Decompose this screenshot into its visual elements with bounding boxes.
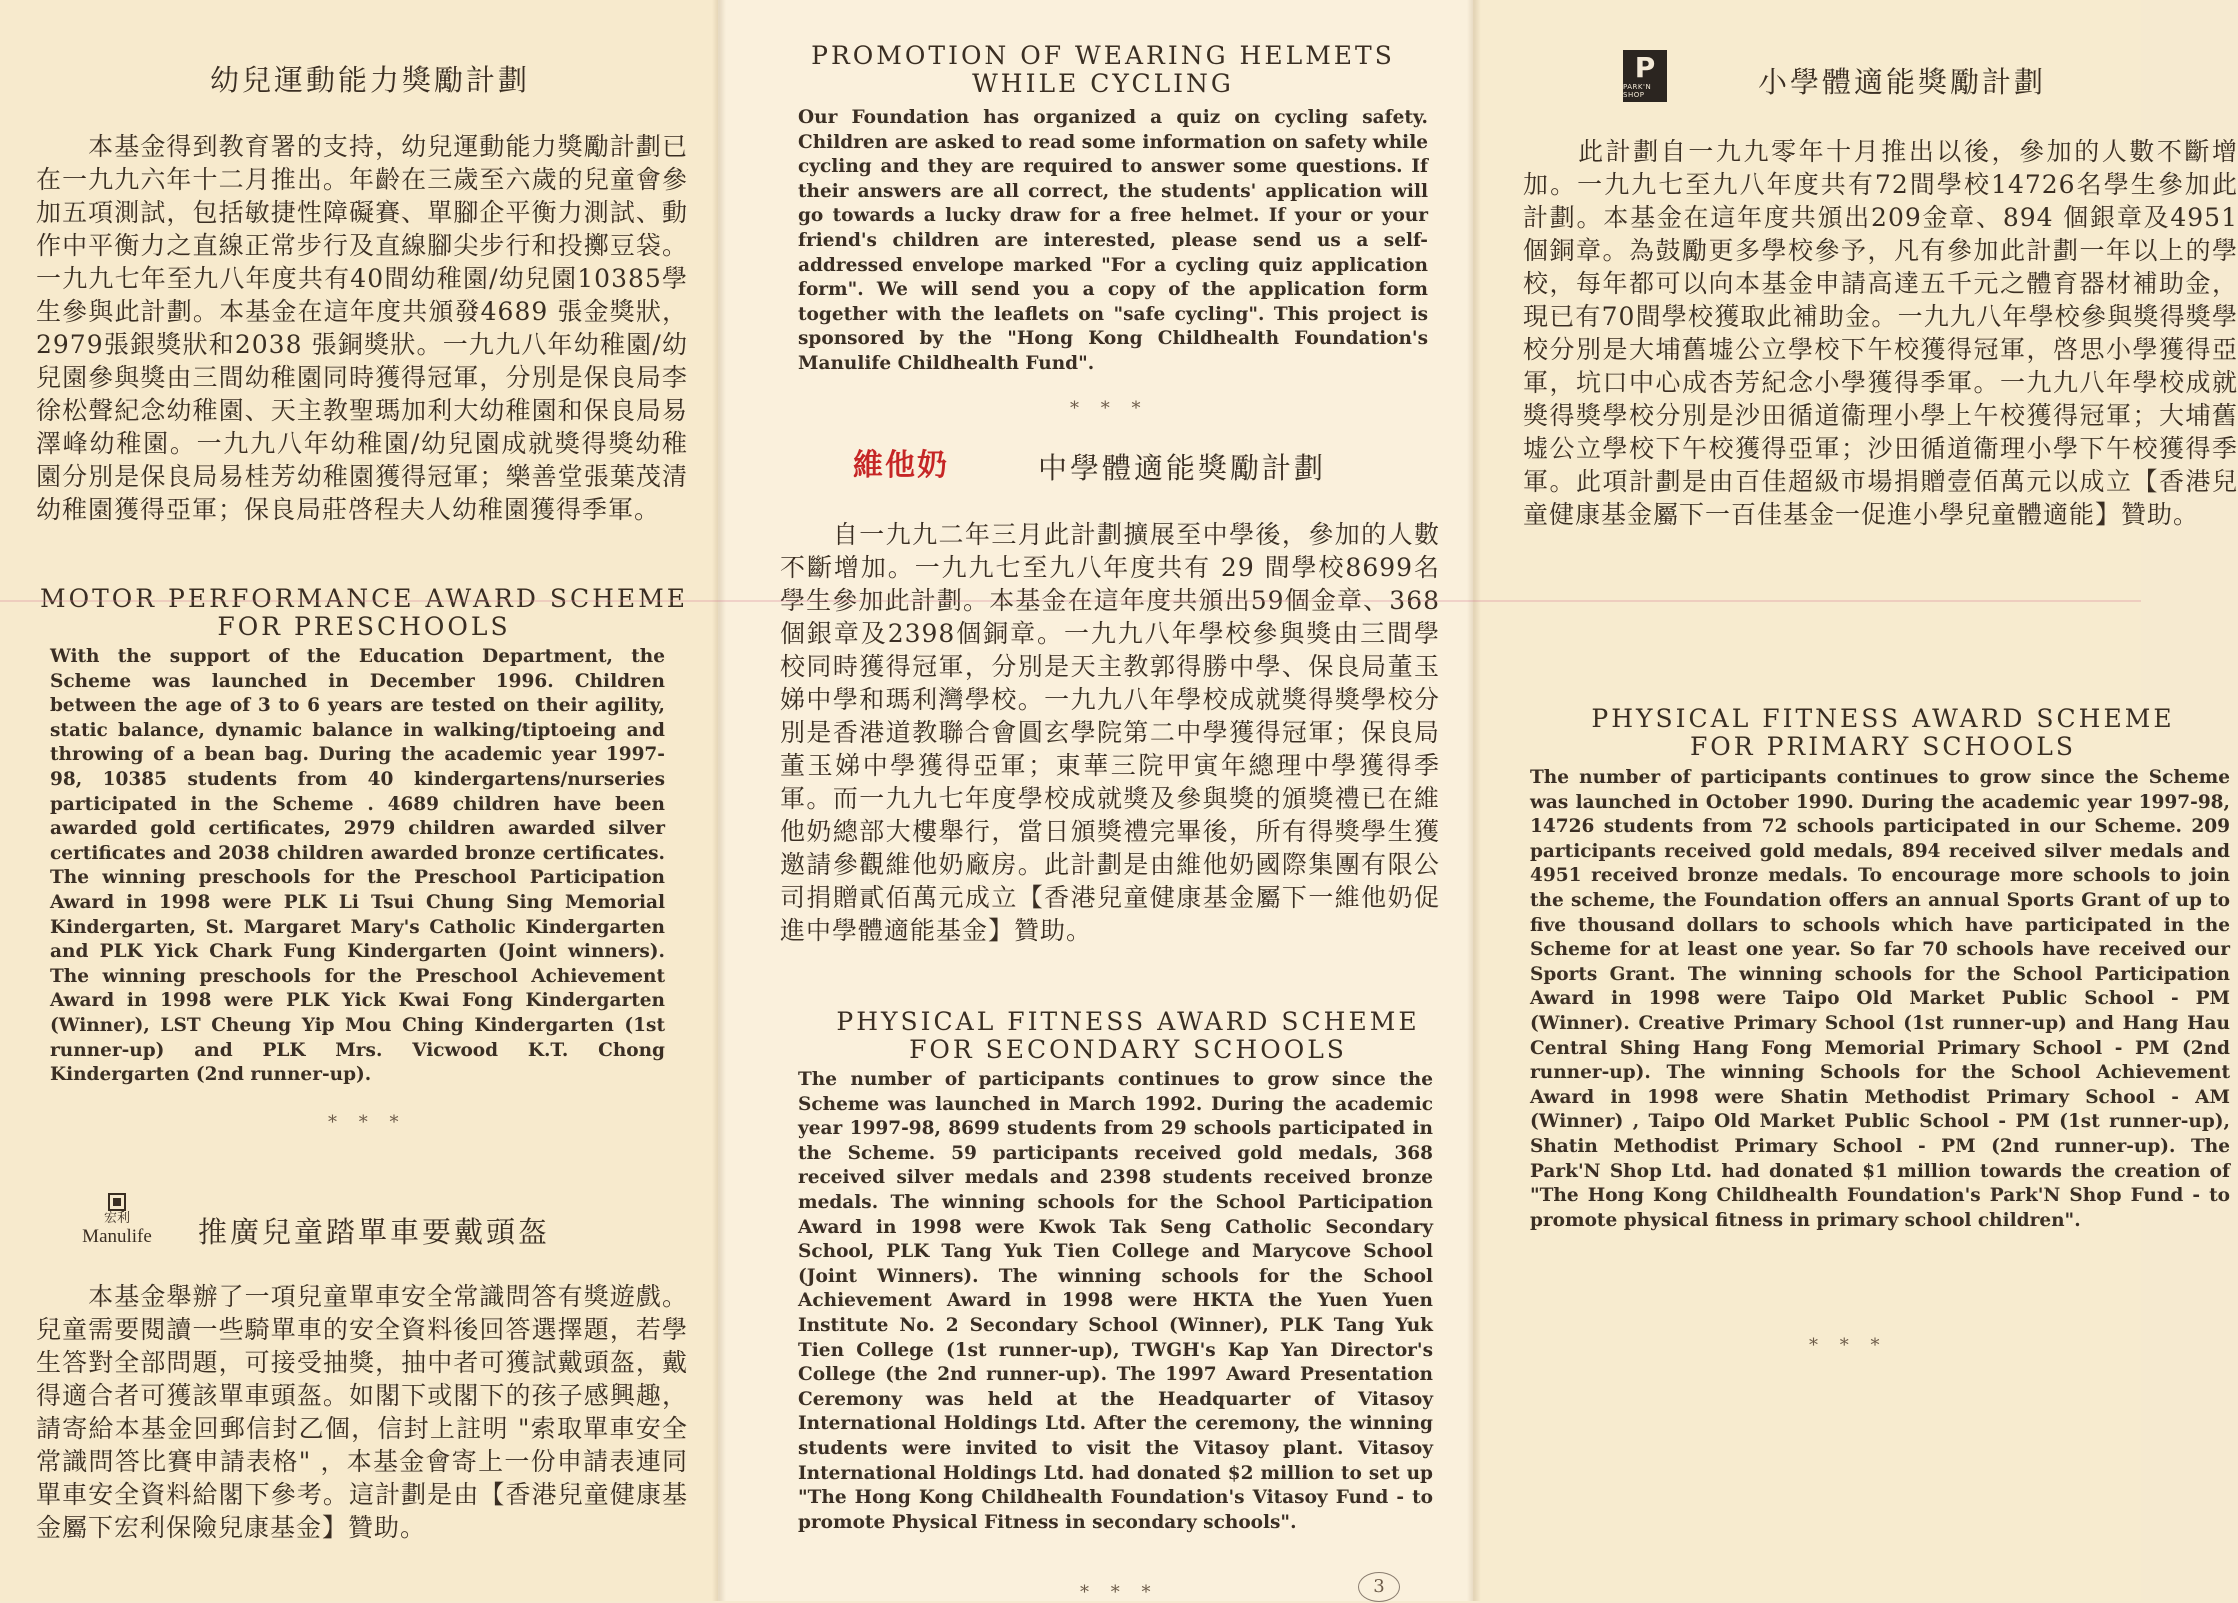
secondary-en-heading	[813, 1008, 1443, 1064]
page-number: 3	[1358, 1572, 1400, 1602]
motor-zh-title: 幼兒運動能力獎勵計劃	[210, 63, 531, 97]
section-separator: * * *	[328, 1112, 407, 1133]
helmet-en-title-line2: WHILE CYCLING	[972, 69, 1234, 98]
secondary-en-body: The number of participants continues to grow since the Scheme was launched in March 1992. During the academic year 1997-98, 8699 students from 29 schools participated in the Scheme. 59 participants received gold medals, 368 received silver medals and 2398 students received bronze medals. The winning schools for the School Participation Award in 1998 were Kwok Tak Seng Catholic Secondary School, PLK Tang Yuk Tien College and Marycove School (Joint Winners). The winning schools for the School Achievement Award in 1998 were HKTA the Yuen Yuen Institute No. 2 Secondary School (Winner), PLK Tang Yuk Tien College (1st runner-up), TWGH's Kap Yan Director's College (the 2nd runner-up). The 1997 Award Presentation Ceremony was held at the Headquarter of Vitasoy International Holdings Ltd. After the ceremony, the winning students were invited to visit the Vitasoy plant. Vitasoy International Holdings Ltd. had donated $2 million to set up "The Hong Kong Childhealth Foundation's Vitasoy Fund - to promote Physical Fitness in secondary schools".	[798, 1069, 1433, 1533]
manulife-mark-icon	[108, 1193, 126, 1211]
fold-line	[1467, 0, 1481, 1601]
parknshop-logo-text: PARK'N SHOP	[1623, 83, 1652, 99]
horizontal-crease	[0, 600, 2141, 602]
manulife-logo	[72, 1190, 162, 1250]
left-panel	[0, 0, 718, 1601]
motor-zh-body: 本基金得到教育署的支持，幼兒運動能力獎勵計劃已在一九九六年十二月推出。年齡在三歲至六歲的兒童會參加五項測試，包括敏捷性障礙賽、單腳企平衡力測試、動作中平衡力之直線正常步行及直線腳尖步行和投擲豆袋。一九九七年至九八年度共有40間幼稚園/幼兒園10385學生參與此計劃。本基金在這年度共頒發4689 張金獎狀，2979張銀獎狀和2038 張銅獎狀。一九九八年幼稚園/幼兒園參與獎由三間幼稚園同時獲得冠軍，分別是保良局李徐松聲紀念幼稚園、天主教聖瑪加利大幼稚園和保良局易澤峰幼稚園。一九九八年幼稚園/幼兒園成就獎得獎幼稚園分別是保良局易桂芳幼稚園獲得冠軍；樂善堂張葉茂清幼稚園獲得亞軍；保良局莊啓程夫人幼稚園獲得季軍。	[36, 132, 688, 524]
motor-en-title-line2: FOR PRESCHOOLS	[217, 612, 511, 641]
primary-en-body: The number of participants continues to grow since the Scheme was launched in October 1990. During the academic year 1997-98, 14726 students from 72 schools participated in our Scheme. 209 participants received gold medals, 894 received silver medals and 4951 received bronze medals. To encourage more schools to join the scheme, the Foundation offers an annual Sports Grant of up to five thousand dollars to schools which have participated in the Scheme for at least one year. So far 70 schools have received our Sports Grant. The winning schools for the School Participation Award in 1998 were Taipo Old Market Public School - PM (Winner). Creative Primary School (1st runner-up) and Hang Hau Central Shing Hang Fong Memorial Primary School - PM (2nd runner-up). The winning Schools for the School Achievement Award in 1998 were Shatin Methodist Primary School - AM (Winner) , Taipo Old Market Public School - PM (1st runner-up), Shatin Methodist Primary School - PM (2nd runner-up). The Park'N Shop Ltd. had donated $1 million towards the creation of "The Hong Kong Childhealth Foundation's Park'N Shop Fund - to promote physical fitness in primary school children".	[1530, 767, 2230, 1231]
middle-panel	[718, 0, 1473, 1601]
section-separator-bottom: * * *	[1080, 1582, 1159, 1603]
primary-en-title-line1: PHYSICAL FITNESS AWARD SCHEME	[1591, 704, 2175, 733]
primary-zh-title: 小學體適能獎勵計劃	[1758, 65, 2047, 99]
helmet-en-heading	[778, 42, 1428, 98]
helmet-zh-body: 本基金舉辦了一項兒童單車安全常識問答有獎遊戲。兒童需要閱讀一些騎單車的安全資料後回答選擇題，若學生答對全部問題，可接受抽獎，抽中者可獲試戴頭盔，戴得適合者可獲該單車頭盔。如閣下或閣下的孩子感興趣，請寄給本基金回郵信封乙個，信封上註明 "索取單車安全常識問答比賽申請表格" ，本基金會寄上一份申請表連同單車安全資料給閣下參考。這計劃是由【香港兒童健康基金屬下宏利保險兒康基金】贊助。	[36, 1282, 688, 1542]
vitasoy-logo: 維他奶	[853, 448, 949, 483]
motor-en-body: With the support of the Education Department, the Scheme was launched in December 1996. Children between the age of 3 to 6 years are tested on their agility, static balance, dynamic balance in walking/tiptoeing and throwing of a bean bag. During the academic year 1997-98, 10385 students from 40 kindergartens/nurseries participated in the Scheme . 4689 children have been awarded gold certificates, 2979 children awarded silver certificates and 2038 children awarded bronze certificates. The winning preschools for the Preschool Participation Award in 1998 were PLK Li Tsui Chung Sing Memorial Kindergarten, St. Margaret Mary's Catholic Kindergarten and PLK Yick Chark Fung Kindergarten (Joint winners). The winning preschools for the Preschool Achievement Award in 1998 were PLK Yick Kwai Fong Kindergarten (Winner), LST Cheung Yip Mou Ching Kindergarten (1st runner-up) and PLK Mrs. Vicwood K.T. Chong Kindergarten (2nd runner-up).	[50, 646, 665, 1086]
manulife-logo-en: Manulife	[82, 1226, 152, 1247]
helmet-en-title-line1: PROMOTION OF WEARING HELMETS	[811, 41, 1395, 70]
manulife-logo-zh: 宏利	[103, 1211, 130, 1226]
secondary-zh-body: 自一九九二年三月此計劃擴展至中學後，參加的人數不斷增加。一九九七至九八年度共有 29 間學校8699名學生參加此計劃。本基金在這年度共頒出59個金章、368個銀章及2398個銅章。一九九八年學校參與獎由三間學校同時獲得冠軍，分別是天主教郭得勝中學、保良局董玉娣中學和瑪利灣學校。一九九八年學校成就獎得獎學校分別是香港道教聯合會圓玄學院第二中學獲得冠軍；保良局董玉娣中學獲得亞軍；東華三院甲寅年總理中學獲得季軍。而一九九七年度學校成就獎及參與獎的頒獎禮已在維他奶總部大樓舉行，當日頒獎禮完畢後，所有得獎學生獲邀請參觀維他奶廠房。此計劃是由維他奶國際集團有限公司捐贈貳佰萬元成立【香港兒童健康基金屬下一維他奶促進中學體適能基金】贊助。	[780, 520, 1440, 945]
right-panel	[1473, 0, 2238, 1601]
parknshop-logo	[1623, 50, 1667, 102]
fold-line	[712, 0, 726, 1601]
primary-en-heading	[1543, 705, 2223, 761]
section-separator: * * *	[1070, 398, 1149, 419]
primary-zh-body: 此計劃自一九九零年十月推出以後，參加的人數不斷增加。一九九七至九八年度共有72間學校14726名學生參加此計劃。本基金在這年度共頒出209金章、894 個銀章及4951個銅章。為鼓勵更多學校參予，凡有參加此計劃一年以上的學校，每年都可以向本基金申請高達五千元之體育器材補助金，現已有70間學校獲取此補助金。一九九八年學校參與獎得獎學校分別是大埔舊墟公立學校下午校獲得冠軍，啓思小學獲得亞軍，坑口中心成杏芳紀念小學獲得季軍。一九九八年學校成就獎得獎學校分別是沙田循道衞理小學上午校獲得冠軍；大埔舊墟公立學校下午校獲得亞軍；沙田循道衞理小學下午校獲得季軍。此項計劃是由百佳超級市場捐贈壹佰萬元以成立【香港兒童健康基金屬下一百佳基金一促進小學兒童體適能】贊助。	[1523, 137, 2238, 529]
motor-en-title-line1: MOTOR PERFORMANCE AWARD SCHEME	[40, 584, 688, 613]
secondary-en-title-line2: FOR SECONDARY SCHOOLS	[909, 1035, 1347, 1064]
helmet-en-body: Our Foundation has organized a quiz on cycling safety. Children are asked to read some information on safety while cycling and they are required to answer some questions. If their answers are all correct, the students' application will go towards a lucky draw for a free helmet. If your or your friend's children are interested, please send us a self-addressed envelope marked "For a cycling quiz application form". We will send you a copy of the application form together with the leaflets on "safe cycling". This project is sponsored by the "Hong Kong Childhealth Foundation's Manulife Childhealth Fund".	[798, 107, 1428, 374]
secondary-zh-title: 中學體適能獎勵計劃	[1038, 451, 1327, 485]
primary-en-title-line2: FOR PRIMARY SCHOOLS	[1689, 732, 2077, 761]
section-separator: * * *	[1809, 1335, 1888, 1356]
helmet-zh-title: 推廣兒童踏單車要戴頭盔	[198, 1215, 551, 1249]
parknshop-logo-letter: P	[1634, 51, 1656, 84]
secondary-en-title-line1: PHYSICAL FITNESS AWARD SCHEME	[836, 1007, 1420, 1036]
motor-en-heading	[40, 585, 688, 641]
